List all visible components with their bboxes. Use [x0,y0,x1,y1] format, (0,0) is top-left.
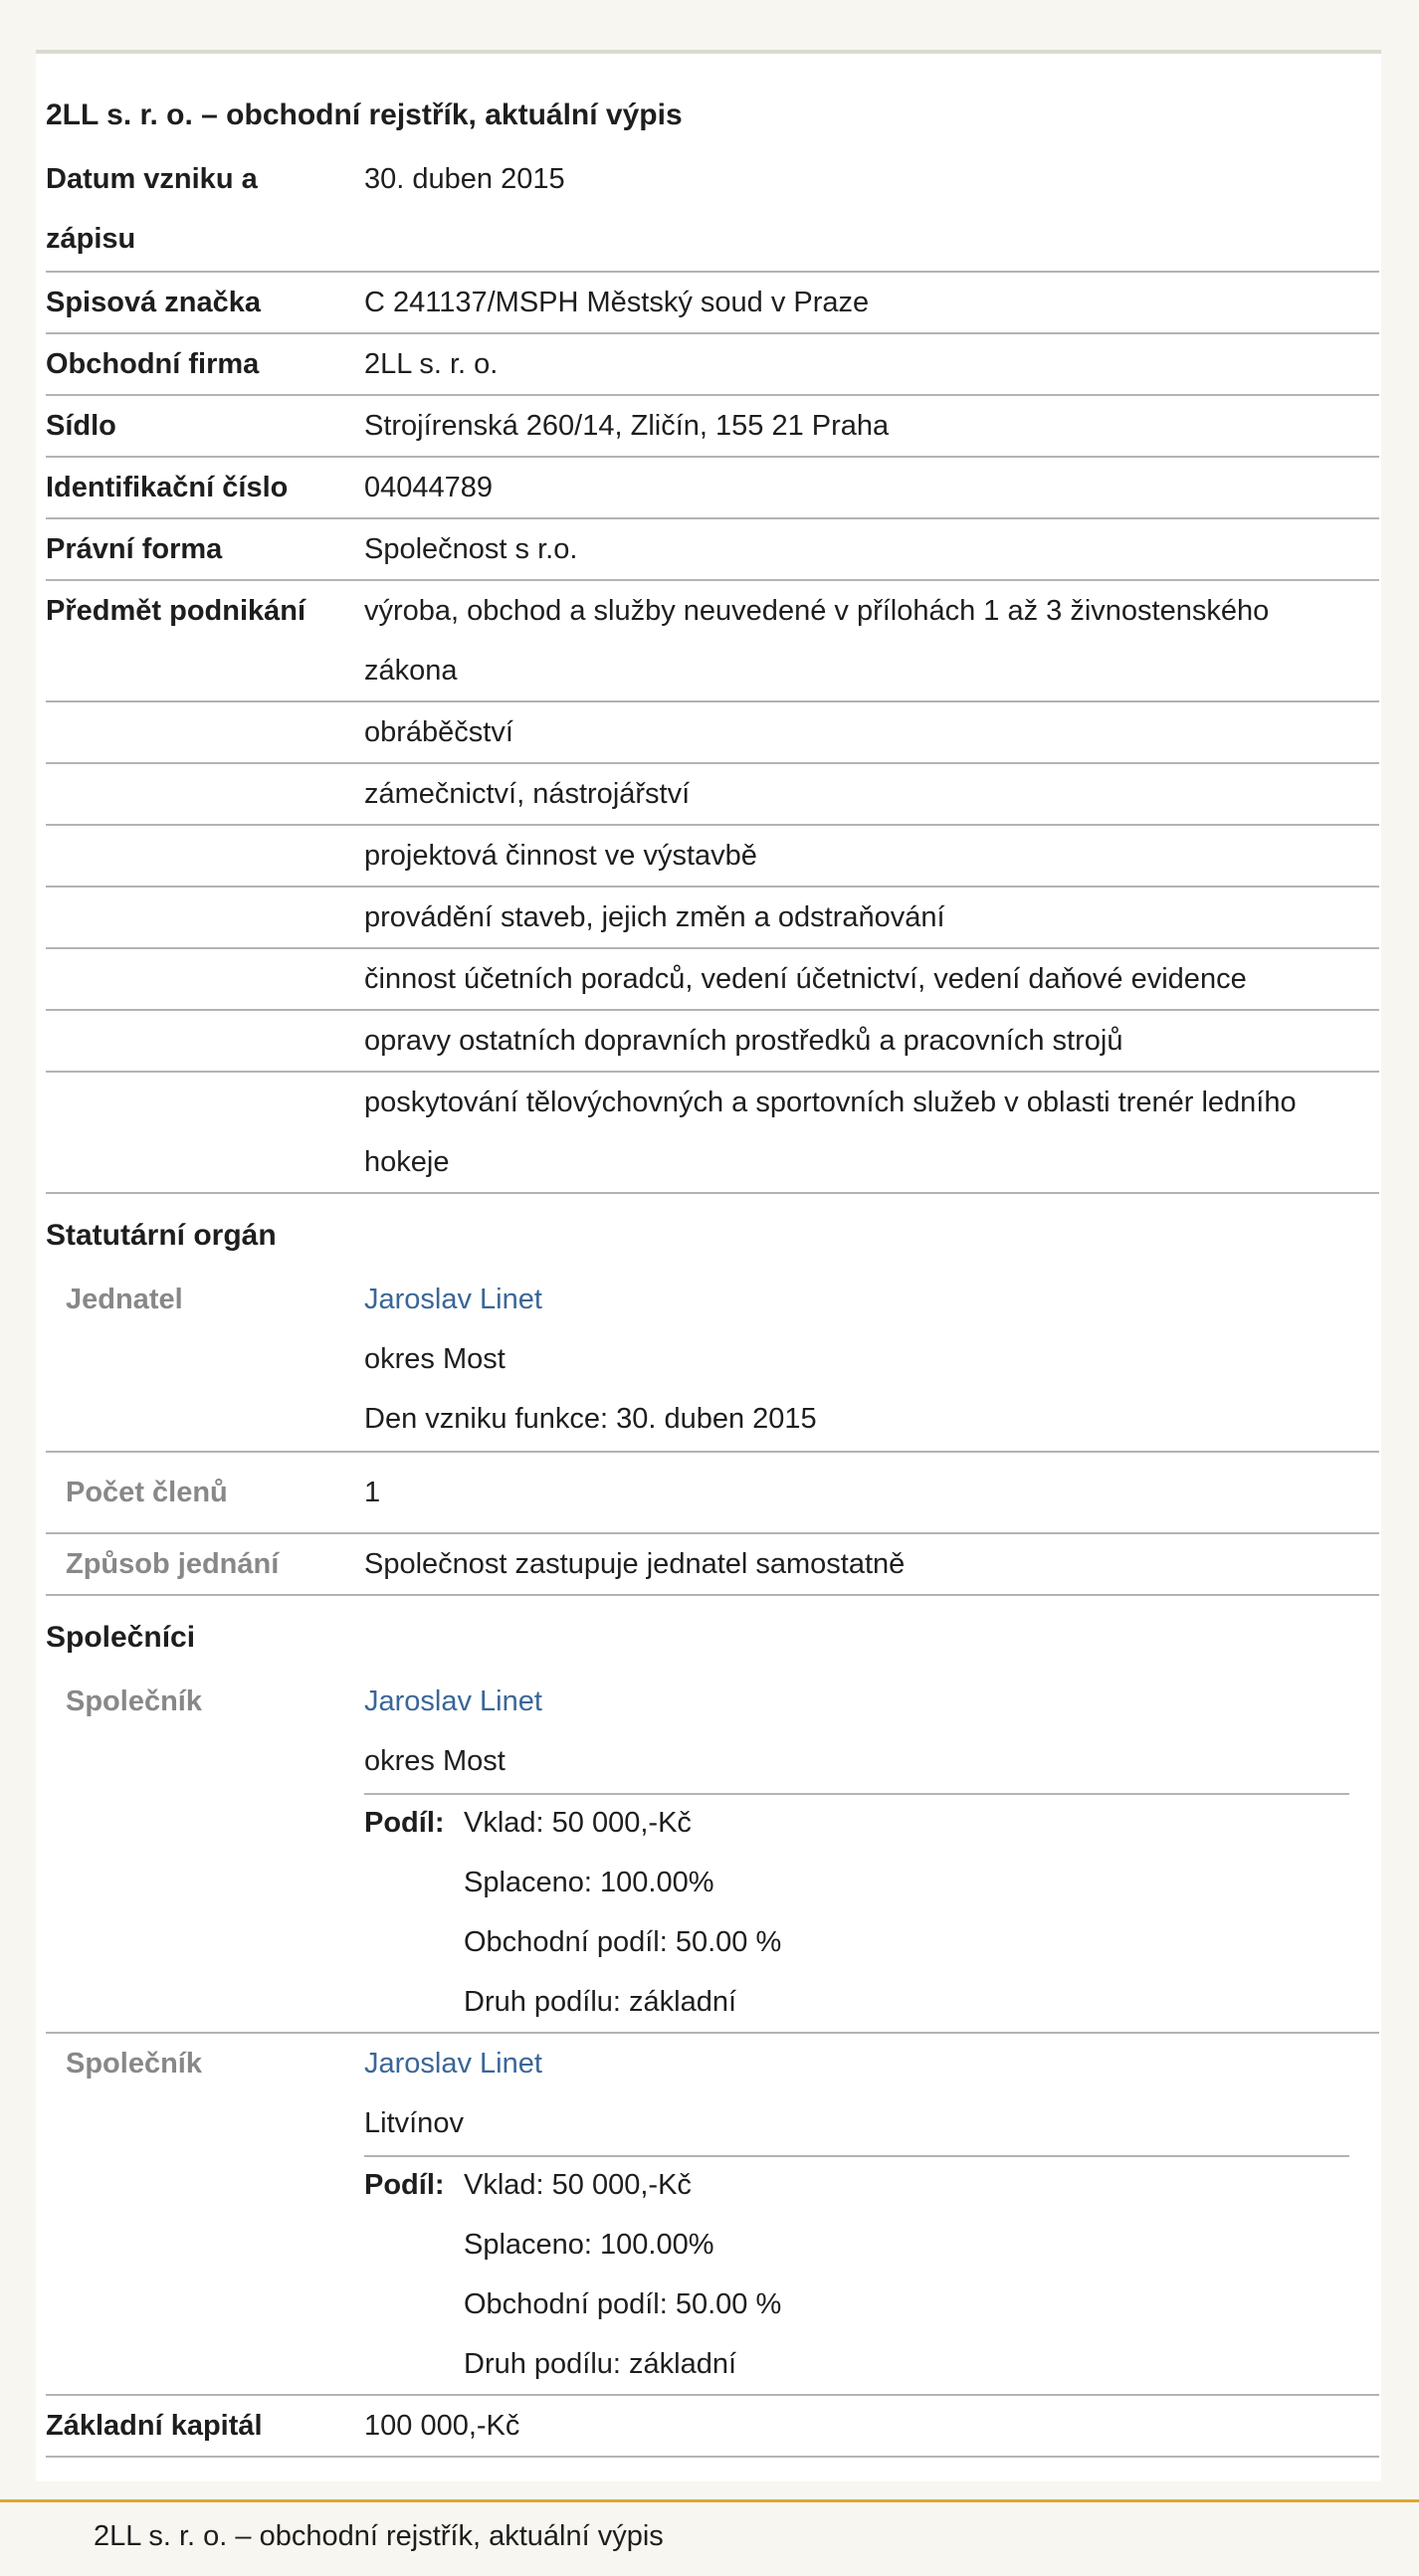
value-forma: Společnost s r.o. [364,533,578,565]
row-datum [46,149,1379,273]
podil-obchodni: Obchodní podíl: 50.00 % [464,2288,782,2320]
label-predmet: Předmět podnikání [46,595,306,627]
row-predmet-7 [46,1011,1379,1073]
row-sidlo [46,396,1379,458]
label-jednatel: Jednatel [66,1284,183,1315]
row-ico [46,458,1379,519]
podil-vklad: Vklad: 50 000,-Kč [464,1807,692,1839]
page-title: 2LL s. r. o. – obchodní rejstřík, aktuální výpis [46,99,683,131]
row-predmet-8 [46,1073,1379,1194]
footer-title: 2LL s. r. o. – obchodní rejstřík, aktuální výpis [94,2520,664,2552]
jednatel-location: okres Most [364,1343,506,1375]
jednatel-name-link[interactable]: Jaroslav Linet [364,1284,542,1315]
spolecnik-location: okres Most [364,1745,506,1777]
row-firma [46,334,1379,396]
row-predmet-1 [46,581,1379,702]
jednatel-since: Den vzniku funkce: 30. duben 2015 [364,1403,817,1435]
podil-splaceno: Splaceno: 100.00% [464,1867,714,1898]
podil-obchodni: Obchodní podíl: 50.00 % [464,1926,782,1958]
label-firma: Obchodní firma [46,348,260,380]
label-sidlo: Sídlo [46,410,116,442]
value-pocet-clenu: 1 [364,1477,381,1508]
row-predmet-2 [46,702,1379,764]
value-zpusob: Společnost zastupuje jednatel samostatně [364,1548,906,1580]
row-predmet-4 [46,826,1379,888]
label-spolecnik: Společník [66,2048,202,2080]
spolecnik-name-link[interactable]: Jaroslav Linet [364,1685,542,1717]
section-statutarni: Statutární orgán [46,1219,277,1252]
value-ico: 04044789 [364,472,494,503]
label-zpusob: Způsob jednání [66,1548,280,1580]
value-sidlo: Strojírenská 260/14, Zličín, 155 21 Praha [364,410,890,442]
podil-label: Podíl: [364,2169,445,2201]
predmet-item: poskytování tělovýchovných a sportovních služeb v oblasti trenér ledního hokeje [364,1087,1297,1178]
podil-label: Podíl: [364,1807,445,1839]
podil-splaceno: Splaceno: 100.00% [464,2229,714,2261]
label-kapital: Základní kapitál [46,2410,263,2442]
spolecnik-location: Litvínov [364,2107,464,2139]
row-spolecnik-2 [46,2034,1379,2396]
row-zpusob [46,1534,1379,1596]
label-datum-line2: zápisu [46,223,136,255]
spolecnik-name-link[interactable]: Jaroslav Linet [364,2048,542,2080]
predmet-item: projektová činnost ve výstavbě [364,840,757,872]
predmet-item: činnost účetních poradců, vedení účetnictví, vedení daňové evidence [364,963,1247,995]
value-firma: 2LL s. r. o. [364,348,499,380]
section-spolecnici: Společníci [46,1621,196,1654]
predmet-item: zámečnictví, nástrojářství [364,778,691,810]
row-forma [46,519,1379,581]
predmet-item: opravy ostatních dopravních prostředků a pracovních strojů [364,1025,1123,1057]
value-spisova: C 241137/MSPH Městský soud v Praze [364,287,870,318]
predmet-item: provádění staveb, jejich změn a odstraňování [364,901,945,933]
row-predmet-5 [46,888,1379,949]
predmet-item: obráběčství [364,716,513,748]
label-datum [46,149,344,269]
row-predmet-3 [46,764,1379,826]
podil-druh: Druh podílu: základní [464,1986,737,2018]
label-ico: Identifikační číslo [46,472,289,503]
row-spolecnik-1 [46,1672,1379,2034]
label-spisova: Spisová značka [46,287,261,318]
value-datum: 30. duben 2015 [364,163,565,195]
label-forma: Právní forma [46,533,223,565]
row-spisova [46,273,1379,334]
podil-vklad: Vklad: 50 000,-Kč [464,2169,692,2201]
row-jednatel [46,1270,1379,1453]
predmet-item: výroba, obchod a služby neuvedené v přílohách 1 až 3 živnostenského zákona [364,595,1270,687]
label-spolecnik: Společník [66,1685,202,1717]
row-pocet-clenu [46,1453,1379,1534]
podil-druh: Druh podílu: základní [464,2348,737,2380]
label-pocet-clenu: Počet členů [66,1477,228,1508]
row-predmet-6 [46,949,1379,1011]
row-kapital [46,2396,1379,2458]
footer-bar [0,2499,1419,2576]
label-datum-line1: Datum vzniku a [46,163,258,195]
value-kapital: 100 000,-Kč [364,2410,520,2442]
